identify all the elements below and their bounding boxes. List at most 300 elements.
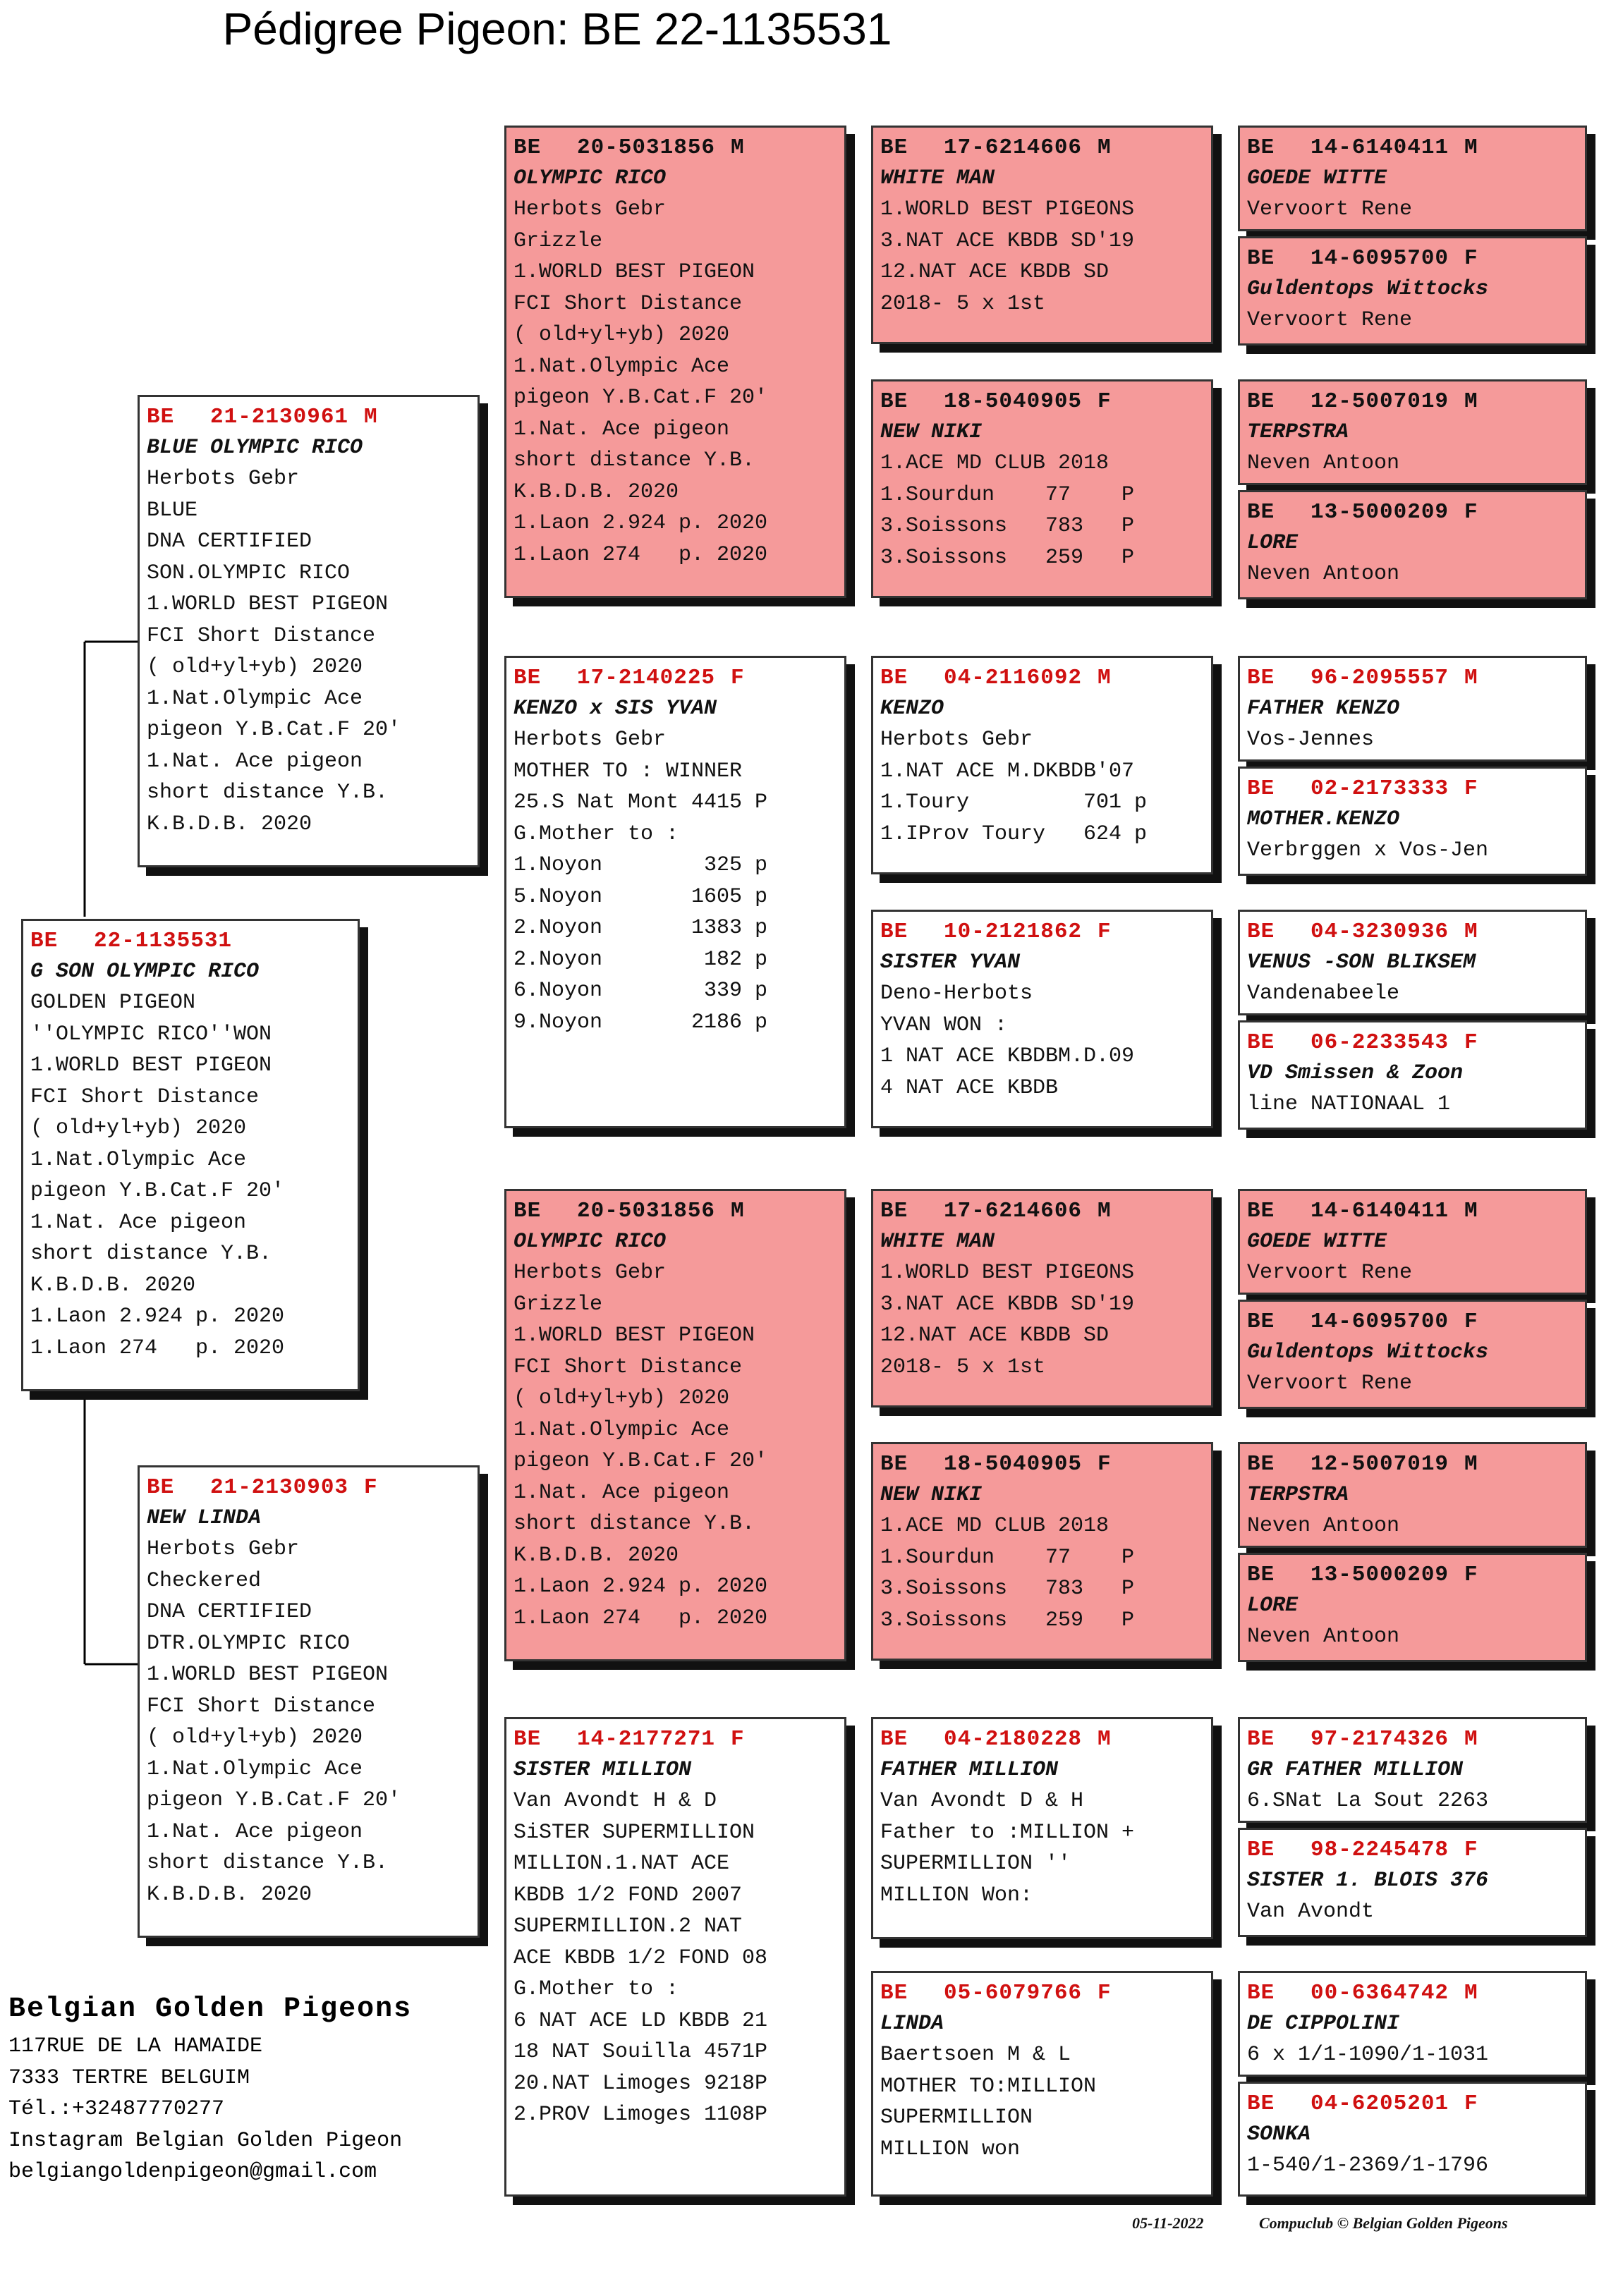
ring-number: 04-2116092 xyxy=(944,666,1083,690)
pigeon-info-line: Verbrggen x Vos-Jen xyxy=(1247,838,1489,862)
ring-number: 21-2130903 xyxy=(210,1475,349,1500)
pigeon-info-line: 1.Nat.Olympic Ace xyxy=(147,1757,363,1781)
country-code: BE xyxy=(513,1199,542,1223)
pigeon-card-ddsd[interactable] xyxy=(1238,1828,1587,1937)
country-code: BE xyxy=(880,389,908,414)
pigeon-info-line: 2018- 5 x 1st xyxy=(880,291,1046,316)
pigeon-card-ssss[interactable] xyxy=(1238,126,1587,231)
pigeon-name: KENZO xyxy=(880,697,944,721)
ring-header xyxy=(880,917,1204,947)
pigeon-info-line: ( old+yl+yb) 2020 xyxy=(513,1386,730,1410)
sex-marker: M xyxy=(1464,389,1478,414)
pigeon-name: Guldentops Wittocks xyxy=(1247,277,1489,301)
pigeon-info-line: FCI Short Distance xyxy=(147,1694,376,1718)
pigeon-info-line: 1.Nat.Olympic Ace xyxy=(513,354,730,379)
pigeon-info-line: 1.Laon 274 p. 2020 xyxy=(30,1336,285,1360)
pigeon-info-line: 3.Soissons 783 P xyxy=(880,1577,1135,1601)
country-code: BE xyxy=(513,1727,542,1752)
ring-number: 14-6140411 xyxy=(1311,135,1449,160)
pigeon-info-line: 1.Sourdun 77 P xyxy=(880,482,1135,507)
ring-number: 02-2173333 xyxy=(1311,776,1449,801)
pigeon-info-line: 1.WORLD BEST PIGEON xyxy=(147,1663,389,1687)
pigeon-info-line: Neven Antoon xyxy=(1247,1625,1400,1649)
ring-number: 22-1135531 xyxy=(94,929,233,953)
pigeon-info-line: 1.WORLD BEST PIGEONS xyxy=(880,1261,1135,1285)
sex-marker: F xyxy=(364,1475,378,1500)
pigeon-info-line: ''OLYMPIC RICO''WON xyxy=(30,1022,272,1046)
pigeon-card-ssds[interactable] xyxy=(1238,379,1587,485)
pigeon-info-line: 1.WORLD BEST PIGEON xyxy=(30,1054,272,1077)
sex-marker: M xyxy=(1464,1452,1478,1477)
ring-header xyxy=(1247,774,1578,804)
ring-header xyxy=(1247,244,1578,274)
pigeon-info-line: 1.Nat.Olympic Ace xyxy=(30,1147,247,1172)
ring-header xyxy=(880,133,1204,163)
pigeon-name: VENUS -SON BLIKSEM xyxy=(1247,951,1476,975)
pigeon-info-line: 1.Nat. Ace pigeon xyxy=(30,1210,247,1235)
ring-number: 12-5007019 xyxy=(1311,389,1449,414)
ring-number: 04-6205201 xyxy=(1311,2092,1449,2116)
pigeon-info-line: 1.Nat.Olympic Ace xyxy=(513,1417,730,1442)
sex-marker: F xyxy=(731,1727,745,1752)
pigeon-info-line: 1.Laon 2.924 p. 2020 xyxy=(30,1305,285,1329)
pigeon-info-line: Vos-Jennes xyxy=(1247,728,1375,752)
pigeon-info-line: Grizzle xyxy=(513,228,603,253)
pigeon-info-line: 1.WORLD BEST PIGEON xyxy=(513,260,755,284)
ring-number: 14-6095700 xyxy=(1311,246,1449,271)
pigeon-name: LORE xyxy=(1247,1594,1299,1618)
pigeon-info-line: short distance Y.B. xyxy=(147,1851,389,1875)
pigeon-name: NEW NIKI xyxy=(880,1483,983,1507)
ring-header xyxy=(30,927,351,956)
pigeon-name: WHITE MAN xyxy=(880,1230,995,1254)
sex-marker: F xyxy=(1464,2092,1478,2116)
ring-number: 18-5040905 xyxy=(944,1452,1083,1477)
pigeon-name: SISTER YVAN xyxy=(880,951,1021,975)
sex-marker: F xyxy=(1098,389,1112,414)
country-code: BE xyxy=(147,405,175,429)
pigeon-info-line: 3.Soissons 783 P xyxy=(880,514,1135,538)
pigeon-name: KENZO x SIS YVAN xyxy=(513,697,717,721)
country-code: BE xyxy=(147,1475,175,1500)
sex-marker: M xyxy=(731,1199,745,1223)
pigeon-card-dsdd[interactable] xyxy=(1238,1553,1587,1662)
owner-address: 117RUE DE LA HAMAIDE xyxy=(8,2034,263,2058)
sex-marker: M xyxy=(1464,666,1478,690)
country-code: BE xyxy=(1247,1452,1275,1477)
pigeon-name: DE CIPPOLINI xyxy=(1247,2012,1400,2036)
pigeon-name: MOTHER.KENZO xyxy=(1247,807,1400,831)
pigeon-info-line: 1.NAT ACE M.DKBDB'07 xyxy=(880,759,1135,783)
country-code: BE xyxy=(513,135,542,160)
pigeon-info-line: Neven Antoon xyxy=(1247,1514,1400,1538)
pigeon-card-ddss[interactable] xyxy=(1238,1717,1587,1823)
ring-header xyxy=(880,387,1204,417)
sex-marker: M xyxy=(731,135,745,160)
sex-marker: M xyxy=(1464,1199,1478,1223)
ring-number: 20-5031856 xyxy=(577,135,716,160)
ring-header xyxy=(147,403,470,432)
pigeon-info-line: K.B.D.B. 2020 xyxy=(147,812,312,836)
pigeon-info-line: Herbots Gebr xyxy=(513,197,667,221)
pigeon-name: FATHER KENZO xyxy=(1247,697,1400,721)
ring-header xyxy=(1247,1450,1578,1479)
country-code: BE xyxy=(880,135,908,160)
sex-marker: M xyxy=(1098,666,1112,690)
pigeon-name: TERPSTRA xyxy=(1247,1483,1349,1507)
pigeon-info-line: Van Avondt xyxy=(1247,1900,1375,1924)
pigeon-name: BLUE OLYMPIC RICO xyxy=(147,436,363,460)
ring-number: 18-5040905 xyxy=(944,389,1083,414)
sex-marker: F xyxy=(1098,1981,1112,2005)
pigeon-info-line: Vervoort Rene xyxy=(1247,308,1413,332)
country-code: BE xyxy=(880,1199,908,1223)
ring-number: 14-6095700 xyxy=(1311,1309,1449,1334)
pigeon-info-line: 2.Noyon 1383 p xyxy=(513,916,768,940)
pigeon-name: GOEDE WITTE xyxy=(1247,1230,1387,1254)
pigeon-info-line: SUPERMILLION xyxy=(880,2106,1033,2130)
pigeon-info-line: Neven Antoon xyxy=(1247,562,1400,586)
pigeon-info-line: K.B.D.B. 2020 xyxy=(30,1273,196,1297)
pigeon-card-ddds[interactable] xyxy=(1238,1971,1587,2077)
pigeon-info-line: 25.S Nat Mont 4415 P xyxy=(513,790,768,814)
pigeon-card-sdss[interactable] xyxy=(1238,656,1587,762)
pigeon-info-line: 6.SNat La Sout 2263 xyxy=(1247,1789,1489,1813)
pigeon-card-ds[interactable] xyxy=(504,1189,846,1661)
pigeon-info-line: G.Mother to : xyxy=(513,1977,679,2001)
pigeon-info-line: 1.Laon 2.924 p. 2020 xyxy=(513,1575,768,1599)
pigeon-info-line: pigeon Y.B.Cat.F 20' xyxy=(30,1179,285,1203)
ring-number: 96-2095557 xyxy=(1311,666,1449,690)
pigeon-info-line: 3.Soissons 259 P xyxy=(880,545,1135,570)
sex-marker: F xyxy=(1464,1563,1478,1587)
pigeon-info-line: 1.WORLD BEST PIGEON xyxy=(147,592,389,616)
pigeon-name: OLYMPIC RICO xyxy=(513,1230,667,1254)
pigeon-info-line: DNA CERTIFIED xyxy=(147,530,312,554)
pigeon-name: WHITE MAN xyxy=(880,166,995,190)
sex-marker: F xyxy=(1098,1452,1112,1477)
ring-header xyxy=(880,1725,1204,1754)
pigeon-card-dsds[interactable] xyxy=(1238,1442,1587,1548)
pigeon-name: G SON OLYMPIC RICO xyxy=(30,960,260,984)
pigeon-info-line: Herbots Gebr xyxy=(513,728,667,752)
pigeon-card-subject[interactable] xyxy=(21,919,360,1391)
pigeon-info-line: 1 NAT ACE KBDBM.D.09 xyxy=(880,1044,1135,1068)
country-code: BE xyxy=(1247,1030,1275,1055)
country-code: BE xyxy=(880,1727,908,1752)
ring-number: 04-3230936 xyxy=(1311,920,1449,944)
pigeon-info-line: G.Mother to : xyxy=(513,822,679,846)
owner-info xyxy=(8,1989,412,2188)
country-code: BE xyxy=(1247,1563,1275,1587)
ring-number: 13-5000209 xyxy=(1311,500,1449,525)
ring-header xyxy=(1247,1197,1578,1226)
pigeon-info-line: Herbots Gebr xyxy=(880,728,1033,752)
pigeon-card-dssd[interactable] xyxy=(1238,1300,1587,1409)
pigeon-info-line: Deno-Herbots xyxy=(880,982,1033,1006)
pigeon-card-sss[interactable] xyxy=(871,126,1213,344)
ring-header xyxy=(147,1473,470,1503)
pigeon-info-line: 1.Noyon 325 p xyxy=(513,853,768,877)
pigeon-info-line: K.B.D.B. 2020 xyxy=(513,1543,679,1568)
sex-marker: M xyxy=(1464,920,1478,944)
pigeon-name: NEW NIKI xyxy=(880,420,983,444)
pigeon-info-line: FCI Short Distance xyxy=(30,1085,260,1109)
pigeon-info-line: 20.NAT Limoges 9218P xyxy=(513,2071,768,2096)
country-code: BE xyxy=(1247,1838,1275,1862)
pigeon-info-line: 1.ACE MD CLUB 2018 xyxy=(880,1514,1109,1538)
pigeon-info-line: KBDB 1/2 FOND 2007 xyxy=(513,1883,743,1907)
ring-number: 20-5031856 xyxy=(577,1199,716,1223)
country-code: BE xyxy=(1247,1981,1275,2005)
country-code: BE xyxy=(1247,1309,1275,1334)
ring-number: 06-2233543 xyxy=(1311,1030,1449,1055)
country-code: BE xyxy=(1247,246,1275,271)
pigeon-info-line: 2018- 5 x 1st xyxy=(880,1355,1046,1379)
pigeon-info-line: Van Avondt D & H xyxy=(880,1789,1084,1813)
pigeon-name: Guldentops Wittocks xyxy=(1247,1341,1489,1364)
pigeon-info-line: SON.OLYMPIC RICO xyxy=(147,561,351,585)
pigeon-info-line: Vandenabeele xyxy=(1247,982,1400,1006)
ring-header xyxy=(880,1979,1204,2008)
pigeon-info-line: 1.Laon 274 p. 2020 xyxy=(513,1606,768,1630)
pigeon-card-dds[interactable] xyxy=(871,1717,1213,1939)
pigeon-info-line: 1.Nat. Ace pigeon xyxy=(147,749,363,774)
print-date: 05-11-2022 xyxy=(1132,2214,1204,2232)
owner-email[interactable]: belgiangoldenpigeon@gmail.com xyxy=(8,2160,377,2184)
pigeon-info-line: 6 x 1/1-1090/1-1031 xyxy=(1247,2043,1489,2067)
ring-header xyxy=(1247,1307,1578,1337)
pigeon-info-line: SUPERMILLION '' xyxy=(880,1852,1071,1876)
country-code: BE xyxy=(880,920,908,944)
ring-number: 98-2245478 xyxy=(1311,1838,1449,1862)
pigeon-info-line: 1.WORLD BEST PIGEONS xyxy=(880,197,1135,221)
ring-header xyxy=(880,1450,1204,1479)
pigeon-info-line: DTR.OLYMPIC RICO xyxy=(147,1631,351,1656)
sex-marker: M xyxy=(1098,1199,1112,1223)
pigeon-info-line: 3.NAT ACE KBDB SD'19 xyxy=(880,228,1135,253)
pigeon-info-line: 1.Sourdun 77 P xyxy=(880,1545,1135,1570)
pigeon-info-line: 6 NAT ACE LD KBDB 21 xyxy=(513,2008,768,2033)
footer-credit: Compuclub © Belgian Golden Pigeons xyxy=(1259,2214,1508,2232)
pigeon-info-line: 1.Nat. Ace pigeon xyxy=(513,417,730,441)
country-code: BE xyxy=(30,929,59,953)
pigeon-card-dddd[interactable] xyxy=(1238,2082,1587,2197)
sex-marker: M xyxy=(1098,135,1112,160)
pigeon-name: VD Smissen & Zoon xyxy=(1247,1061,1464,1085)
pigeon-name: LORE xyxy=(1247,531,1299,555)
ring-header xyxy=(513,664,837,693)
ring-header xyxy=(513,1725,837,1754)
pigeon-card-ssdd[interactable] xyxy=(1238,490,1587,599)
ring-header xyxy=(1247,1725,1578,1754)
pigeon-info-line: line NATIONAAL 1 xyxy=(1247,1092,1451,1116)
pigeon-card-sdsd[interactable] xyxy=(1238,767,1587,876)
ring-header xyxy=(1247,1979,1578,2008)
sex-marker: F xyxy=(1098,920,1112,944)
pigeon-card-dsss[interactable] xyxy=(1238,1189,1587,1295)
pigeon-info-line: 1.Nat.Olympic Ace xyxy=(147,686,363,711)
sex-marker: M xyxy=(1464,135,1478,160)
pigeon-info-line: K.B.D.B. 2020 xyxy=(513,480,679,504)
pigeon-info-line: YVAN WON : xyxy=(880,1013,1008,1037)
pigeon-info-line: Herbots Gebr xyxy=(147,467,300,491)
ring-header xyxy=(1247,1836,1578,1865)
ring-header xyxy=(1247,917,1578,947)
pigeon-info-line: pigeon Y.B.Cat.F 20' xyxy=(147,1788,401,1812)
country-code: BE xyxy=(1247,389,1275,414)
sex-marker: F xyxy=(1464,1309,1478,1334)
pigeon-info-line: Baertsoen M & L xyxy=(880,2043,1071,2067)
sex-marker: F xyxy=(731,666,745,690)
sex-marker: F xyxy=(1464,246,1478,271)
pigeon-card-sddd[interactable] xyxy=(1238,1020,1587,1130)
owner-instagram[interactable]: Instagram Belgian Golden Pigeon xyxy=(8,2128,403,2153)
sex-marker: F xyxy=(1464,500,1478,525)
pigeon-info-line: 1.IProv Toury 624 p xyxy=(880,822,1148,846)
pigeon-info-line: 1.WORLD BEST PIGEON xyxy=(513,1324,755,1348)
pigeon-info-line: FCI Short Distance xyxy=(513,291,743,316)
pigeon-info-line: SUPERMILLION.2 NAT xyxy=(513,1915,743,1938)
ring-number: 97-2174326 xyxy=(1311,1727,1449,1752)
pigeon-card-dss[interactable] xyxy=(871,1189,1213,1407)
pigeon-info-line: ( old+yl+yb) 2020 xyxy=(147,655,363,679)
sex-marker: M xyxy=(364,405,378,429)
pigeon-info-line: 12.NAT ACE KBDB SD xyxy=(880,260,1109,284)
pigeon-name: SONKA xyxy=(1247,2123,1311,2147)
pigeon-info-line: pigeon Y.B.Cat.F 20' xyxy=(147,718,401,742)
sex-marker: F xyxy=(1464,1838,1478,1862)
country-code: BE xyxy=(1247,1727,1275,1752)
pigeon-card-dd[interactable] xyxy=(504,1717,846,2197)
pigeon-info-line: pigeon Y.B.Cat.F 20' xyxy=(513,1449,768,1473)
pigeon-info-line: 1.Nat. Ace pigeon xyxy=(513,1480,730,1505)
sex-marker: M xyxy=(1098,1727,1112,1752)
pigeon-info-line: short distance Y.B. xyxy=(513,448,755,472)
ring-number: 05-6079766 xyxy=(944,1981,1083,2005)
pigeon-info-line: FCI Short Distance xyxy=(147,623,376,648)
pigeon-info-line: MILLION.1.NAT ACE xyxy=(513,1852,730,1876)
pigeon-info-line: 9.Noyon 2186 p xyxy=(513,1010,768,1034)
ring-header xyxy=(880,664,1204,693)
pigeon-info-line: 4 NAT ACE KBDB xyxy=(880,1075,1059,1100)
owner-city: 7333 TERTRE BELGUIM xyxy=(8,2065,250,2090)
pigeon-info-line: short distance Y.B. xyxy=(513,1512,755,1536)
pigeon-info-line: 6.Noyon 339 p xyxy=(513,979,768,1003)
country-code: BE xyxy=(1247,500,1275,525)
country-code: BE xyxy=(513,666,542,690)
pigeon-info-line: ( old+yl+yb) 2020 xyxy=(30,1116,247,1140)
country-code: BE xyxy=(1247,920,1275,944)
country-code: BE xyxy=(1247,1199,1275,1223)
pigeon-card-sds[interactable] xyxy=(871,656,1213,874)
pigeon-info-line: ( old+yl+yb) 2020 xyxy=(513,323,730,347)
pigeon-info-line: 1-540/1-2369/1-1796 xyxy=(1247,2154,1489,2178)
pigeon-info-line: Herbots Gebr xyxy=(147,1537,300,1561)
sex-marker: F xyxy=(1464,776,1478,801)
ring-header xyxy=(513,133,837,163)
pigeon-name: FATHER MILLION xyxy=(880,1758,1059,1782)
ring-number: 10-2121862 xyxy=(944,920,1083,944)
ring-number: 14-6140411 xyxy=(1311,1199,1449,1223)
sex-marker: M xyxy=(1464,1981,1478,2005)
country-code: BE xyxy=(1247,2092,1275,2116)
pigeon-info-line: Father to :MILLION + xyxy=(880,1820,1135,1845)
pigeon-info-line: 1.Nat. Ace pigeon xyxy=(147,1819,363,1844)
ring-number: 21-2130961 xyxy=(210,405,349,429)
ring-header xyxy=(1247,1561,1578,1590)
pigeon-info-line: GOLDEN PIGEON xyxy=(30,991,196,1015)
pigeon-card-dsd[interactable] xyxy=(871,1442,1213,1661)
ring-header xyxy=(1247,1028,1578,1058)
pigeon-card-sdds[interactable] xyxy=(1238,910,1587,1015)
pigeon-card-ddd[interactable] xyxy=(871,1971,1213,2197)
ring-number: 17-6214606 xyxy=(944,135,1083,160)
pigeon-card-sire[interactable] xyxy=(138,395,480,867)
pigeon-info-line: short distance Y.B. xyxy=(30,1242,272,1266)
owner-name: Belgian Golden Pigeons xyxy=(8,1993,413,2025)
country-code: BE xyxy=(880,1981,908,2005)
pigeon-info-line: MOTHER TO:MILLION xyxy=(880,2074,1097,2099)
pigeon-card-dam[interactable] xyxy=(138,1465,480,1938)
pigeon-info-line: MOTHER TO : WINNER xyxy=(513,759,743,783)
pigeon-info-line: Herbots Gebr xyxy=(513,1261,667,1285)
pigeon-card-ss[interactable] xyxy=(504,126,846,598)
pigeon-info-line: 1.ACE MD CLUB 2018 xyxy=(880,451,1109,475)
ring-number: 00-6364742 xyxy=(1311,1981,1449,2005)
ring-header xyxy=(1247,387,1578,417)
country-code: BE xyxy=(880,666,908,690)
pigeon-name: TERPSTRA xyxy=(1247,420,1349,444)
ring-number: 12-5007019 xyxy=(1311,1452,1449,1477)
ring-number: 17-2140225 xyxy=(577,666,716,690)
ring-number: 17-6214606 xyxy=(944,1199,1083,1223)
pigeon-info-line: BLUE xyxy=(147,498,198,523)
sex-marker: M xyxy=(1464,1727,1478,1752)
pigeon-info-line: ACE KBDB 1/2 FOND 08 xyxy=(513,1946,768,1970)
pigeon-info-line: 2.Noyon 182 p xyxy=(513,947,768,972)
pigeon-info-line: Vervoort Rene xyxy=(1247,197,1413,221)
ring-header xyxy=(1247,664,1578,693)
ring-number: 04-2180228 xyxy=(944,1727,1083,1752)
pigeon-card-sd[interactable] xyxy=(504,656,846,1128)
pigeon-info-line: ( old+yl+yb) 2020 xyxy=(147,1726,363,1750)
pigeon-info-line: Grizzle xyxy=(513,1292,603,1317)
pigeon-info-line: SiSTER SUPERMILLION xyxy=(513,1820,755,1845)
pigeon-info-line: FCI Short Distance xyxy=(513,1355,743,1379)
pigeon-info-line: 2.PROV Limoges 1108P xyxy=(513,2103,768,2127)
pigeon-info-line: MILLION won xyxy=(880,2137,1021,2161)
page-title: Pédigree Pigeon: BE 22-1135531 xyxy=(222,4,892,54)
pigeon-info-line: DNA CERTIFIED xyxy=(147,1600,312,1624)
pigeon-info-line: MILLION Won: xyxy=(880,1883,1033,1907)
ring-number: 13-5000209 xyxy=(1311,1563,1449,1587)
pigeon-card-ssd[interactable] xyxy=(871,379,1213,598)
pigeon-name: SISTER 1. BLOIS 376 xyxy=(1247,1869,1489,1893)
pigeon-card-sdd[interactable] xyxy=(871,910,1213,1128)
pigeon-info-line: Van Avondt H & D xyxy=(513,1789,717,1813)
ring-header xyxy=(1247,2089,1578,2119)
ring-header xyxy=(1247,498,1578,527)
ring-header xyxy=(1247,133,1578,163)
ring-header xyxy=(880,1197,1204,1226)
pigeon-info-line: 3.NAT ACE KBDB SD'19 xyxy=(880,1292,1135,1317)
pigeon-name: LINDA xyxy=(880,2012,944,2036)
pigeon-info-line: 1.Toury 701 p xyxy=(880,790,1148,814)
pigeon-info-line: K.B.D.B. 2020 xyxy=(147,1882,312,1907)
pigeon-info-line: Checkered xyxy=(147,1568,262,1593)
pigeon-card-sssd[interactable] xyxy=(1238,236,1587,346)
